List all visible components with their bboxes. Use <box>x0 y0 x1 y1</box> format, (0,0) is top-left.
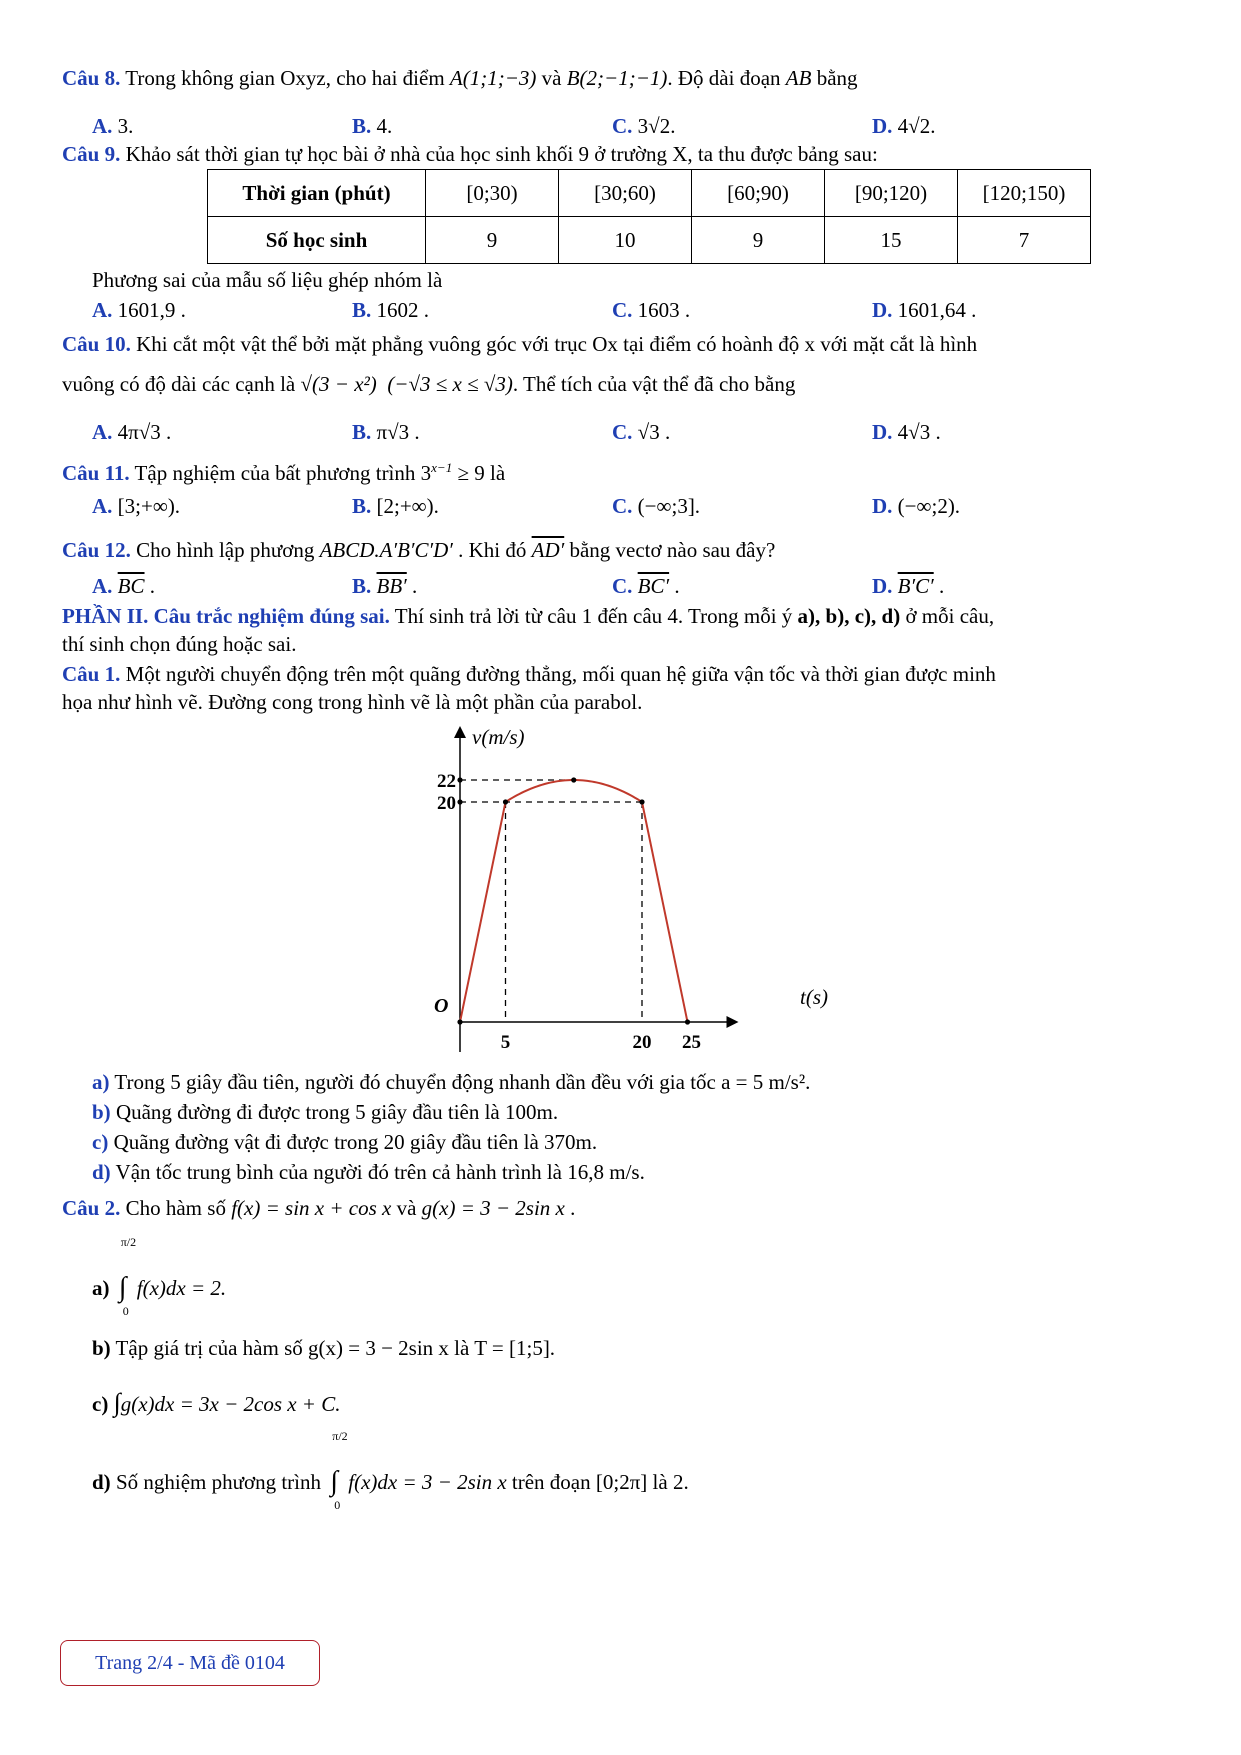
table-header-time: Thời gian (phút) <box>208 170 426 217</box>
footer-text: Trang 2/4 - Mã đề 0104 <box>95 1651 285 1674</box>
data-points <box>457 777 690 1024</box>
q9-option-b: B. 1602 . <box>352 298 430 322</box>
p2-label: Câu 2. <box>62 1196 121 1220</box>
data-point <box>457 799 462 804</box>
q8-option-d: D. 4√2. <box>872 114 936 138</box>
data-point <box>685 1019 690 1024</box>
p1-statement-c: c) Quãng đường vật đi được trong 20 giây đầu tiên là 370m. <box>92 1130 598 1154</box>
p2-stem: Câu 2. Cho hàm số f(x) = sin x + cos x và g(x) = 3 − 2sin x . <box>62 1196 576 1220</box>
table-cell: 7 <box>958 217 1091 264</box>
x-axis-label: t(s) <box>800 985 828 1009</box>
q8-text-d: bằng <box>811 66 858 90</box>
p1-label: Câu 1. <box>62 662 121 686</box>
p2-statement-c: c) ∫g(x)dx = 3x − 2cos x + C. <box>92 1388 341 1417</box>
table-cell: [30;60) <box>559 170 692 217</box>
table-cell: [0;30) <box>426 170 559 217</box>
q10-range: (−√3 ≤ x ≤ √3) <box>387 372 513 396</box>
x-tick-label: 20 <box>632 1032 652 1053</box>
q12-option-b: B. BB′ . <box>352 574 418 598</box>
q8-point-b: B(2;−1;−1) <box>566 66 668 90</box>
q9-stem <box>62 142 878 167</box>
data-point <box>457 1019 462 1024</box>
q8-option-a: A. 3. <box>92 114 134 138</box>
p2-statement-a: a) ∫ π/2 0 f(x)dx = 2. <box>92 1235 227 1319</box>
q10-side-expr: √(3 − x²) <box>300 372 377 396</box>
p1-statement-a: a) Trong 5 giây đầu tiên, người đó chuyển động nhanh dần đều với gia tốc a = 5 m/s². <box>92 1070 811 1094</box>
q12-option-a: A. $\overline{BC}$ . <box>92 574 156 598</box>
q10-label: Câu 10. <box>62 332 131 356</box>
data-point <box>571 777 576 782</box>
integral-sign: ∫ <box>113 1388 121 1417</box>
table-cell: 15 <box>825 217 958 264</box>
table-cell: 10 <box>559 217 692 264</box>
part2-heading: PHẦN II. Câu trắc nghiệm đúng sai. Thí sinh trả lời từ câu 1 đến câu 4. Trong mỗi ý a), b), c), d) ở mỗi câu, <box>62 604 995 628</box>
q11-option-a: A. [3;+∞). <box>92 494 181 518</box>
q8-point-a: A(1;1;−3) <box>449 66 537 90</box>
table-row <box>208 217 1091 264</box>
q8-text: Trong không gian Oxyz, cho hai điểm <box>120 66 450 90</box>
guide-lines <box>460 780 642 1022</box>
p2-g: g(x) = 3 − 2sin x <box>421 1196 565 1220</box>
q10-option-c: C. √3 . <box>612 420 671 444</box>
q12-vector: AD′ <box>531 538 565 562</box>
q8-stem <box>62 66 858 91</box>
y-tick-label: 20 <box>437 793 456 814</box>
q9-option-d: D. 1601,64 . <box>872 298 977 322</box>
table-row <box>208 170 1091 217</box>
p2-f: f(x) = sin x + cos x <box>231 1196 392 1220</box>
table-cell: 9 <box>692 217 825 264</box>
q12-option-c: C. BC′ . <box>612 574 680 598</box>
q12-stem: Câu 12. Cho hình lập phương ABCD.A′B′C′D′ . Khi đó AD′ bằng vectơ nào sau đây? <box>62 538 776 562</box>
p1-statement-d: d) Vận tốc trung bình của người đó trên cả hành trình là 16,8 m/s. <box>92 1160 645 1184</box>
q9-option-a: A. 1601,9 . <box>92 298 186 322</box>
page-footer <box>60 1640 320 1686</box>
velocity-curve <box>460 780 688 1022</box>
q10-stem-line2: vuông có độ dài các cạnh là √(3 − x²) (−√3 ≤ x ≤ √3). Thể tích của vật thể đã cho bằng <box>62 372 796 396</box>
data-point <box>503 799 508 804</box>
x-tick-label: 25 <box>682 1032 701 1053</box>
q11-label: Câu 11. <box>62 461 130 485</box>
q10-option-a: A. 4π√3 . <box>92 420 172 444</box>
table-cell: 9 <box>426 217 559 264</box>
p1-statement-b: b) Quãng đường đi được trong 5 giây đầu tiên là 100m. <box>92 1100 559 1124</box>
q10-option-b: B. π√3 . <box>352 420 420 444</box>
integral-sign: ∫ π/2 0 <box>330 1429 348 1513</box>
p1-stem-line2: họa như hình vẽ. Đường cong trong hình vẽ là một phần của parabol. <box>62 690 643 714</box>
x-tick-label: 5 <box>500 1032 511 1053</box>
q8-text-c: . Độ dài đoạn <box>667 66 786 90</box>
q11-option-d: D. (−∞;2). <box>872 494 961 518</box>
q8-option-c: C. 3√2. <box>612 114 676 138</box>
q9-text: Khảo sát thời gian tự học bài ở nhà của học sinh khối 9 ở trường X, ta thu được bảng sau: <box>120 142 878 166</box>
q9-option-c: C. 1603 . <box>612 298 691 322</box>
q8-segment: AB <box>785 66 812 90</box>
q8-text-b: và <box>536 66 567 90</box>
q8-option-b: B. 4. <box>352 114 393 138</box>
q8-label: Câu 8. <box>62 66 121 90</box>
part2-title: PHẦN II. Câu trắc nghiệm đúng sai. <box>62 604 390 628</box>
p2-statement-b: b) Tập giá trị của hàm số g(x) = 3 − 2sin x là T = [1;5]. <box>92 1336 556 1360</box>
q10-option-d: D. 4√3 . <box>872 420 941 444</box>
y-axis-label: v(m/s) <box>472 725 525 749</box>
velocity-chart <box>420 722 860 1062</box>
q9-prompt: Phương sai của mẫu số liệu ghép nhóm là <box>92 268 443 292</box>
q11-stem: Câu 11. Tập nghiệm của bất phương trình $3^{x-1} \ge 9$ là <box>62 460 506 485</box>
p2-statement-d: d) Số nghiệm phương trình ∫ π/2 0 f(x)dx = 3 − 2sin x trên đoạn [0;2π] là 2. <box>92 1429 689 1513</box>
q10-stem-line1: Câu 10. Khi cắt một vật thể bởi mặt phẳng vuông góc với trục Ox tại điểm có hoành độ x với mặt cắt là hình <box>62 332 978 356</box>
table-cell: [60;90) <box>692 170 825 217</box>
table-cell: [90;120) <box>825 170 958 217</box>
table-header-count: Số học sinh <box>208 217 426 264</box>
q12-label: Câu 12. <box>62 538 131 562</box>
data-point <box>639 799 644 804</box>
origin-label: O <box>434 995 449 1017</box>
q12-option-d: D. B′C′ . <box>872 574 945 598</box>
y-tick-label: 22 <box>437 771 456 792</box>
q9-table <box>207 169 1091 264</box>
data-point <box>457 777 462 782</box>
table-cell: [120;150) <box>958 170 1091 217</box>
q11-option-c: C. (−∞;3]. <box>612 494 701 518</box>
q11-option-b: B. [2;+∞). <box>352 494 439 518</box>
p1-stem-line1: Câu 1. Một người chuyển động trên một quãng đường thẳng, mối quan hệ giữa vận tốc và thời gian được minh <box>62 662 996 686</box>
part2-line2: thí sinh chọn đúng hoặc sai. <box>62 632 297 656</box>
integral-sign: ∫ π/2 0 <box>118 1235 137 1319</box>
q9-label: Câu 9. <box>62 142 121 166</box>
